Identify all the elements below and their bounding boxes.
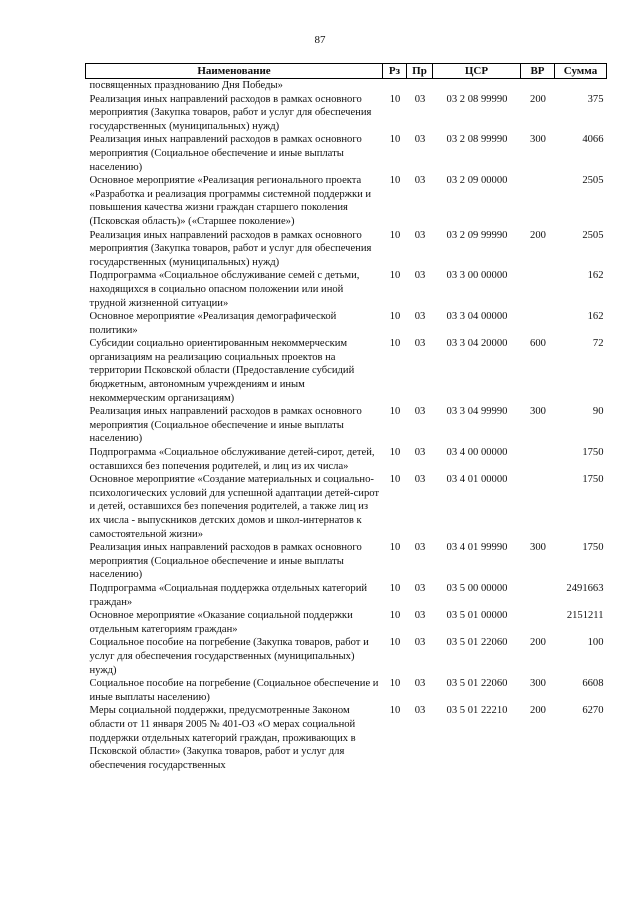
table-row [86, 446, 607, 473]
table-row [86, 93, 607, 134]
table-row [86, 310, 607, 337]
table-row [86, 337, 607, 405]
cell-name: Реализация иных направлений расходов в рамках основного мероприятия (Закупка товаров, работ и услуг для обеспечения государственных (муниципальных) нужд) [89, 229, 372, 268]
cell-name: Основное мероприятие «Оказание социальной поддержки отдельным категориям граждан» [89, 610, 353, 635]
cell-csr: 03 4 01 99990 [446, 542, 508, 554]
cell-csr: 03 5 01 22060 [446, 678, 508, 690]
cell-pr: 03 [414, 582, 426, 594]
cell-csr: 03 3 04 20000 [446, 338, 508, 350]
cell-pr: 03 [414, 229, 426, 241]
cell-sum: 162 [587, 311, 604, 323]
page-number: 87 [314, 34, 326, 46]
cell-sum: 2151211 [566, 610, 604, 622]
cell-rz: 10 [389, 447, 401, 459]
header-vr: ВР [521, 64, 555, 79]
cell-rz: 10 [389, 705, 401, 717]
cell-csr: 03 5 01 22060 [446, 637, 508, 649]
cell-pr: 03 [414, 93, 426, 105]
cell-rz: 10 [389, 229, 401, 241]
cell-name: Субсидии социально ориентированным некоммерческим организациям на реализацию социальных проектов на территории Псковской области (Предоставление субсидий бюджетным, автономным учреждениям и иным некоммерческим организациям) [89, 338, 355, 404]
cell-sum: 6270 [582, 705, 604, 717]
cell-name: Подпрограмма «Социальное обслуживание семей с детьми, находящихся в социально опасном положении или иной трудной жизненной ситуации» [89, 270, 360, 309]
table-row [86, 229, 607, 270]
cell-vr: 200 [530, 637, 546, 649]
table-row [86, 133, 607, 174]
cell-sum: 1750 [582, 447, 604, 459]
table-row [86, 677, 607, 704]
table-row [86, 174, 607, 228]
header-pr: Пр [407, 64, 433, 79]
cell-rz: 10 [389, 134, 401, 146]
header-name: Наименование [86, 64, 383, 79]
cell-pr: 03 [414, 542, 426, 554]
cell-rz: 10 [389, 474, 401, 486]
cell-csr: 03 3 04 00000 [446, 311, 508, 323]
cell-name: Подпрограмма «Социальное обслуживание детей-сирот, детей, оставшихся без попечения родителей, и лиц из их числа» [89, 447, 375, 472]
cell-csr: 03 3 00 00000 [446, 270, 508, 282]
cell-rz: 10 [389, 406, 401, 418]
cell-pr: 03 [414, 474, 426, 486]
cell-vr [521, 609, 555, 636]
cell-name: Реализация иных направлений расходов в рамках основного мероприятия (Социальное обеспечение и иные выплаты населению) [89, 134, 362, 173]
cell-rz: 10 [389, 270, 401, 282]
continuation-row [86, 79, 607, 93]
table-row [86, 609, 607, 636]
cell-csr: 03 5 01 00000 [446, 610, 508, 622]
cell-vr: 300 [530, 134, 546, 146]
cell-vr [521, 269, 555, 310]
cell-sum: 100 [587, 637, 604, 649]
cell-vr [521, 473, 555, 541]
table-row [86, 541, 607, 582]
cell-rz: 10 [389, 542, 401, 554]
cell-vr [521, 174, 555, 228]
table-row [86, 405, 607, 446]
cell-rz: 10 [389, 678, 401, 690]
cell-pr: 03 [414, 610, 426, 622]
cell-rz: 10 [389, 637, 401, 649]
cell-vr: 300 [530, 542, 546, 554]
cell-pr: 03 [414, 175, 426, 187]
cell-name: Социальное пособие на погребение (Социальное обеспечение и иные выплаты населению) [89, 678, 379, 703]
cell-name: Реализация иных направлений расходов в рамках основного мероприятия (Социальное обеспечение и иные выплаты населению) [89, 406, 362, 445]
cell-pr: 03 [414, 637, 426, 649]
cell-pr: 03 [414, 447, 426, 459]
cell-sum: 1750 [582, 474, 604, 486]
table-row [86, 269, 607, 310]
table-row [86, 636, 607, 677]
cell-name: Реализация иных направлений расходов в рамках основного мероприятия (Закупка товаров, работ и услуг для обеспечения государственных (муниципальных) нужд) [89, 93, 372, 132]
cell-csr: 03 2 08 99990 [446, 93, 508, 105]
table-row [86, 473, 607, 541]
cell-name: Основное мероприятие «Реализация демографической политики» [89, 311, 337, 336]
cell-csr: 03 2 09 00000 [446, 175, 508, 187]
cell-csr: 03 4 00 00000 [446, 447, 508, 459]
cell-vr [521, 310, 555, 337]
cell-pr: 03 [414, 270, 426, 282]
cell-sum: 72 [592, 338, 604, 350]
cell-vr: 200 [530, 705, 546, 717]
cell-csr: 03 5 00 00000 [446, 582, 508, 594]
cell-pr: 03 [414, 406, 426, 418]
cell-sum: 4066 [582, 134, 604, 146]
cell-name: Меры социальной поддержки, предусмотренные Законом области от 11 января 2005 № 401-ОЗ «О мерах социальной поддержки отдельных категорий граждан, проживающих в Псковской области» (Закупка товаров, работ и услуг для обеспечения государственных [89, 705, 356, 771]
cell-name: Социальное пособие на погребение (Закупка товаров, работ и услуг для обеспечения государственных (муниципальных) нужд) [89, 637, 369, 676]
cell-csr: 03 2 09 99990 [446, 229, 508, 241]
cell-sum: 6608 [582, 678, 604, 690]
cell-csr: 03 5 01 22210 [446, 705, 508, 717]
cell-sum: 1750 [582, 542, 604, 554]
cell-name: Основное мероприятие «Создание материальных и социально-психологических условий для успешной адаптации детей-сирот и детей, оставшихся без попечения родителей, а также лиц из их числа - выпускников детских домов и школ-интернатов к самостоятельной жизни» [89, 474, 380, 540]
cell-csr: 03 4 01 00000 [446, 474, 508, 486]
cell-pr: 03 [414, 705, 426, 717]
cell-sum: 2505 [582, 175, 604, 187]
cell-vr: 300 [530, 678, 546, 690]
cell-vr: 300 [530, 406, 546, 418]
table-header-row [86, 64, 607, 79]
continuation-text: посвященных празднованию Дня Победы» [89, 80, 283, 91]
cell-name: Основное мероприятие «Реализация регионального проекта «Разработка и реализация программы системной поддержки и повышения качества жизни граждан старшего поколения (Псковская область)» («Старшее поколение») [89, 175, 372, 227]
header-sum: Сумма [555, 64, 607, 79]
cell-sum: 2505 [582, 229, 604, 241]
cell-pr: 03 [414, 311, 426, 323]
cell-pr: 03 [414, 678, 426, 690]
budget-table [85, 63, 607, 772]
cell-name: Реализация иных направлений расходов в рамках основного мероприятия (Социальное обеспечение и иные выплаты населению) [89, 542, 362, 581]
table-row [86, 582, 607, 609]
cell-vr: 600 [530, 338, 546, 350]
cell-rz: 10 [389, 582, 401, 594]
cell-vr [521, 446, 555, 473]
cell-rz: 10 [389, 311, 401, 323]
cell-sum: 2491663 [566, 582, 604, 594]
table-row [86, 704, 607, 772]
cell-rz: 10 [389, 610, 401, 622]
cell-vr: 200 [530, 93, 546, 105]
cell-rz: 10 [389, 338, 401, 350]
cell-pr: 03 [414, 134, 426, 146]
cell-sum: 375 [587, 93, 604, 105]
cell-name: Подпрограмма «Социальная поддержка отдельных категорий граждан» [89, 582, 368, 608]
cell-sum: 162 [587, 270, 604, 282]
cell-csr: 03 2 08 99990 [446, 134, 508, 146]
cell-sum: 90 [592, 406, 604, 418]
cell-pr: 03 [414, 338, 426, 350]
cell-rz: 10 [389, 93, 401, 105]
header-csr: ЦСР [433, 64, 521, 79]
cell-rz: 10 [389, 175, 401, 187]
cell-vr: 200 [530, 229, 546, 241]
header-rz: Рз [383, 64, 407, 79]
cell-vr [521, 582, 555, 609]
cell-csr: 03 3 04 99990 [446, 406, 508, 418]
